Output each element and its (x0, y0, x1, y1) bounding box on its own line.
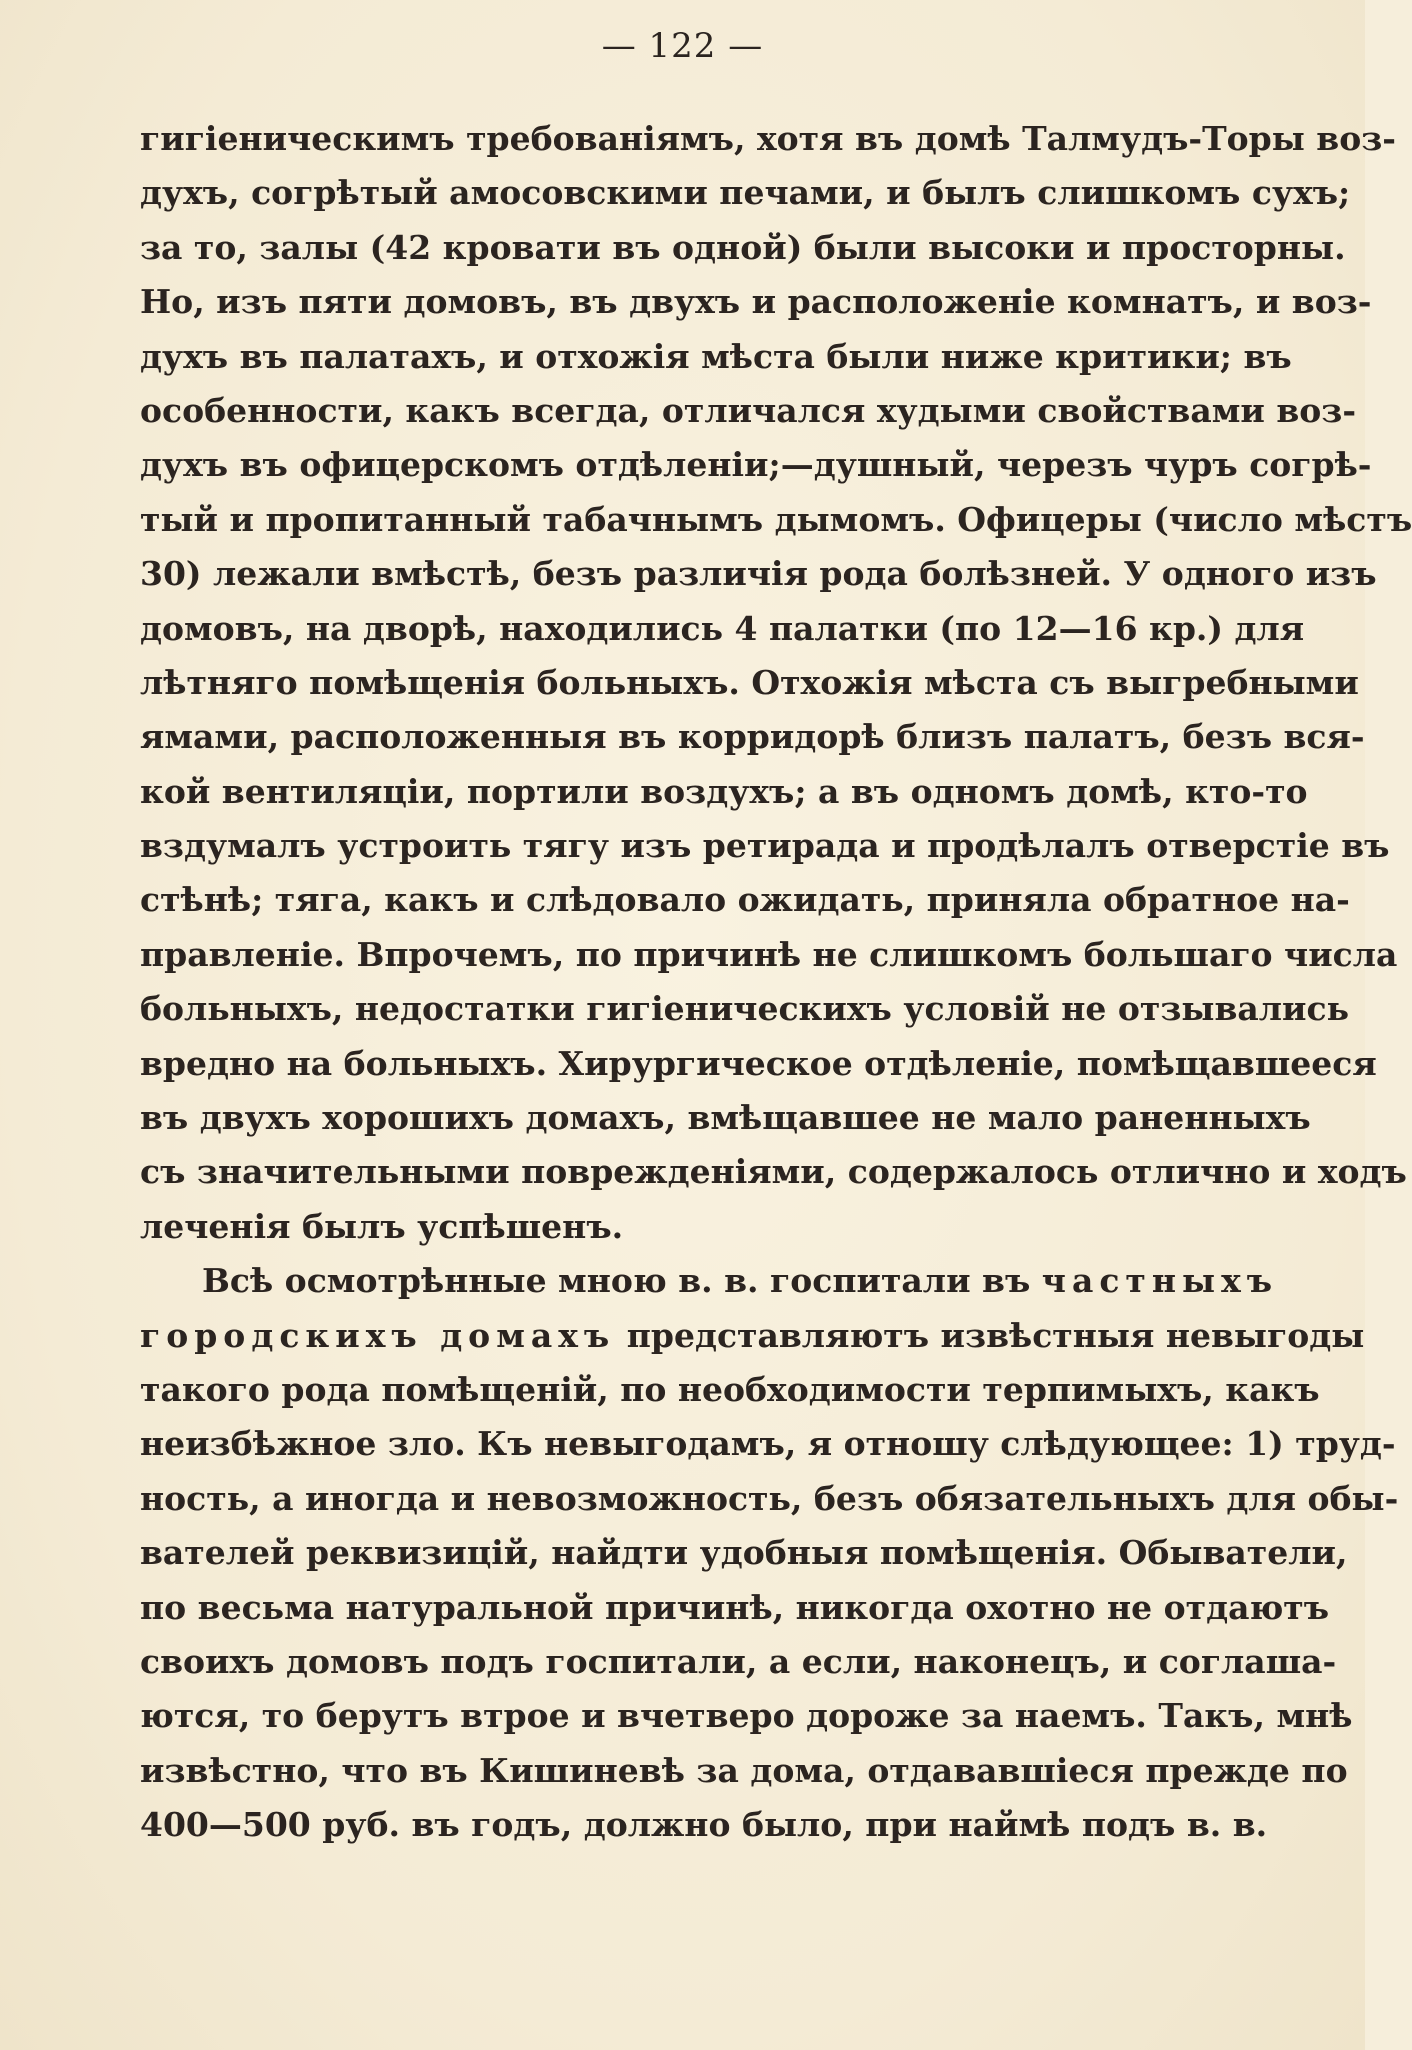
text-line: вздумалъ устроить тягу изъ ретирада и продѣлалъ отверстіе въ (140, 826, 1390, 866)
spaced-emphasis: городскихъ домахъ (140, 1315, 616, 1355)
text-line: гигіеническимъ требованіямъ, хотя въ домѣ Талмудъ-Торы воз- (140, 119, 1396, 158)
text-line: лѣтняго помѣщенія больныхъ. Отхожія мѣста съ выгребными (140, 662, 1359, 702)
text-line: особенности, какъ всегда, отличался худыми свойствами воз- (140, 390, 1357, 430)
text-line: духъ, согрѣтый амосовскими печами, и былъ слишкомъ сухъ; (140, 173, 1351, 213)
text-line: съ значительными поврежденіями, содержалось отлично и ходъ (140, 1152, 1407, 1192)
text-line: неизбѣжное зло. Къ невыгодамъ, я отношу слѣдующее: 1) труд- (140, 1424, 1396, 1464)
text-line (140, 1254, 1279, 1308)
text-line: ямами, расположенныя въ корридорѣ близъ палатъ, безъ вся- (140, 717, 1365, 757)
text-line: тый и пропитанный табачнымъ дымомъ. Офицеры (число мѣстъ (140, 499, 1412, 539)
text-line: ность, а иногда и невозможность, безъ обязательныхъ для обы- (140, 1478, 1399, 1518)
text-line: Но, изъ пяти домовъ, въ двухъ и расположеніе комнатъ, и воз- (140, 282, 1372, 322)
text-line: 400—500 руб. въ годъ, должно было, при наймѣ подъ в. в. (140, 1805, 1268, 1845)
text-line: леченія былъ успѣшенъ. (140, 1206, 624, 1246)
paragraph-2 (140, 1254, 1399, 1852)
text-segment: представляютъ извѣстныя невыгоды (626, 1315, 1365, 1355)
spaced-emphasis: частныхъ (1041, 1261, 1279, 1301)
text-line: своихъ домовъ подъ госпитали, а если, наконецъ, и соглаша- (140, 1641, 1337, 1681)
text-line: духъ въ офицерскомъ отдѣленіи;—душный, черезъ чуръ согрѣ- (140, 445, 1372, 485)
text-line: за то, залы (42 кровати въ одной) были высоки и просторны. (140, 227, 1346, 267)
page-number: — 122 — (601, 26, 764, 66)
text-line: такого рода помѣщеній, по необходимости терпимыхъ, какъ (140, 1369, 1320, 1409)
text-line: по весьма натуральной причинѣ, никогда охотно не отдаютъ (140, 1587, 1330, 1627)
text-line: 30) лежали вмѣстѣ, безъ различія рода болѣзней. У одного изъ (140, 554, 1377, 594)
paragraph-1 (140, 112, 1412, 1254)
text-line: извѣстно, что въ Кишиневѣ за дома, отдававшіеся прежде по (140, 1750, 1348, 1790)
text-line: вредно на больныхъ. Хирургическое отдѣленіе, помѣщавшееся (140, 1043, 1377, 1083)
text-line: правленіе. Впрочемъ, по причинѣ не слишкомъ большаго числа (140, 934, 1398, 974)
text-line: вателей реквизицій, найдти удобныя помѣщенія. Обыватели, (140, 1533, 1348, 1573)
text-line: стѣнѣ; тяга, какъ и слѣдовало ожидать, приняла обратное на- (140, 880, 1350, 920)
text-line: кой вентиляціи, портили воздухъ; а въ одномъ домѣ, кто-то (140, 771, 1308, 811)
body-text (140, 112, 1412, 1853)
text-line: духъ въ палатахъ, и отхожія мѣста были ниже критики; въ (140, 336, 1292, 376)
text-line: ются, то берутъ втрое и вчетверо дороже за наемъ. Такъ, мнѣ (140, 1696, 1353, 1736)
text-segment: Всѣ осмотрѣнные мною в. в. госпитали въ (202, 1261, 1031, 1301)
text-line (140, 1309, 1365, 1363)
text-line: въ двухъ хорошихъ домахъ, вмѣщавшее не мало раненныхъ (140, 1098, 1311, 1138)
text-line: больныхъ, недостатки гигіеническихъ условій не отзывались (140, 989, 1350, 1029)
text-line: домовъ, на дворѣ, находились 4 палатки (по 12—16 кр.) для (140, 608, 1305, 648)
